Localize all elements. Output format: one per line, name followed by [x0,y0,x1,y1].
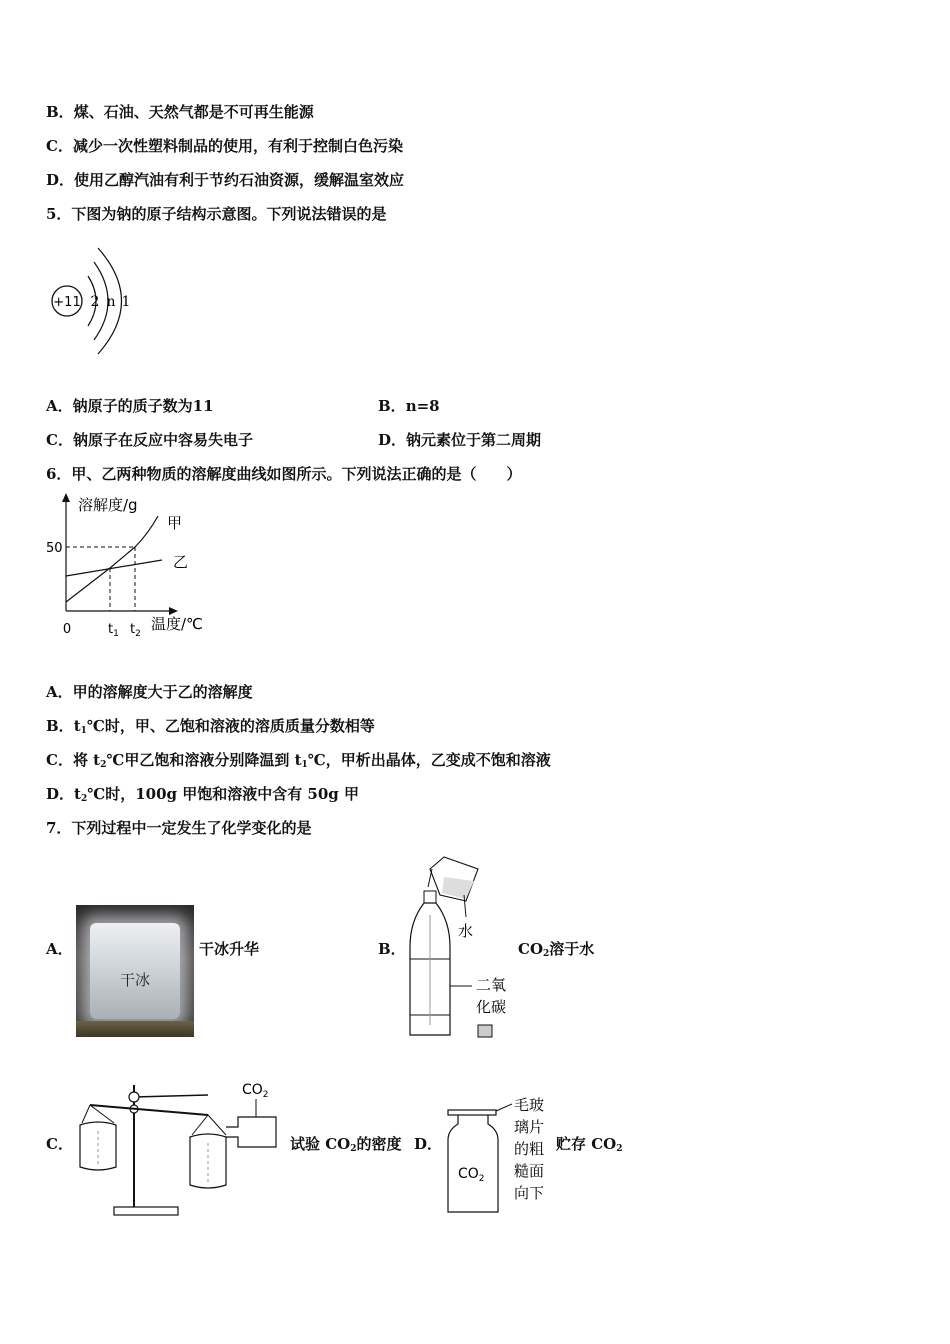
note-line-5: 向下 [514,1184,545,1202]
water-stream [428,869,432,887]
co2-pour-bottle [226,1117,276,1147]
note-line-1: 毛玻 [514,1096,545,1114]
q7-option-b-label: B． [378,940,406,958]
slide-pointer [496,1104,512,1111]
q6-stem: 6．甲、乙两种物质的溶解度曲线如图所示。下列说法正确的是（ ） [46,465,522,483]
shell1-electrons: 2 [90,294,100,310]
glass-slide [448,1110,496,1115]
q7-option-a-text: 干冰升华 [199,940,260,958]
loose-cap [478,1025,492,1037]
q7-option-c-text: 试验 $CO_2$的密度 [290,1135,402,1154]
x-axis-label: 温度/℃ [151,615,203,633]
q6-option-b: B．$t_1℃$时，甲、乙饱和溶液的溶质质量分数相等 [46,717,375,736]
q5-option-a: A．钠原子的质子数为11 [46,397,214,415]
q7-option-d-text: 贮存 $CO_2$ [556,1135,623,1154]
balance-beam [90,1105,208,1115]
q5-option-b: B．n=8 [378,397,440,415]
y-axis-label: 溶解度/g [78,496,138,514]
dry-ice-label: 干冰 [120,971,151,989]
stand-base [114,1207,178,1215]
gas-label-line1: 二氧 [476,976,507,994]
q7-option-c-label: C． [46,1135,73,1153]
clamp-arm [134,1095,208,1097]
note-line-3: 的粗 [514,1140,545,1158]
q6-option-c: C．将 $t_2℃$甲乙饱和溶液分别降温到 $t_1℃$，甲析出晶体，乙变成不饱和溶液 [46,751,551,770]
q6-option-a: A．甲的溶解度大于乙的溶解度 [46,683,253,701]
nucleus-charge: +11 [53,295,81,310]
q5-option-d: D．钠元素位于第二周期 [378,431,542,449]
origin-label: 0 [62,622,72,637]
gas-label-line2: 化碳 [476,998,507,1016]
water-label: 水 [458,922,474,940]
q7-option-a-label: A． [46,940,73,958]
q6-option-d: D．$t_2℃$时，100g 甲饱和溶液中含有 50g 甲 [46,785,360,804]
series-label-yi: 乙 [173,553,189,571]
series-label-jia: 甲 [167,514,183,532]
solubility-curve-chart [40,490,220,642]
q7-stem: 7．下列过程中一定发生了化学变化的是 [46,819,312,837]
gas-bottle [448,1115,498,1212]
right-string-1 [192,1115,208,1135]
co2-storage-bottle-diagram [440,1092,560,1216]
co2-label: $CO_2$ [242,1082,269,1100]
beaker-water [442,877,474,899]
y-axis-arrow [62,493,70,502]
q7-option-b-text: $CO_2$溶于水 [518,940,595,959]
shell3-electrons: 1 [121,294,131,310]
note-line-2: 璃片 [514,1118,545,1136]
co2-bottle-water-diagram [400,855,520,1045]
q4-option-d: D．使用乙醇汽油有利于节约石油资源，缓解温室效应 [46,171,405,189]
dry-ice-photo [76,905,194,1037]
q4-option-c: C．减少一次性塑料制品的使用，有利于控制白色污染 [46,137,403,155]
y-tick-50: 50 [46,541,63,556]
dry-ice-base [76,1021,194,1037]
bottle-co2-label: $CO_2$ [458,1166,485,1184]
bottle-cap [424,891,436,903]
clamp-knob [129,1092,139,1102]
tick-t2: $t_2$ [130,622,141,639]
q4-option-b: B．煤、石油、天然气都是不可再生能源 [46,103,314,121]
note-line-4: 糙面 [514,1162,545,1180]
left-string-1 [82,1105,90,1123]
shell2-electrons: n [106,294,116,310]
right-string-2 [208,1115,226,1135]
q7-option-d-label: D． [414,1135,443,1153]
tick-t1: $t_1$ [108,622,119,639]
curve-jia [66,516,158,602]
co2-density-balance-diagram [70,1075,285,1220]
q5-option-c: C．钠原子在反应中容易失电子 [46,431,253,449]
sodium-atom-diagram [40,242,150,357]
curve-yi [66,560,162,576]
x-axis-arrow [169,607,178,615]
q5-stem: 5．下图为钠的原子结构示意图。下列说法错误的是 [46,205,387,223]
